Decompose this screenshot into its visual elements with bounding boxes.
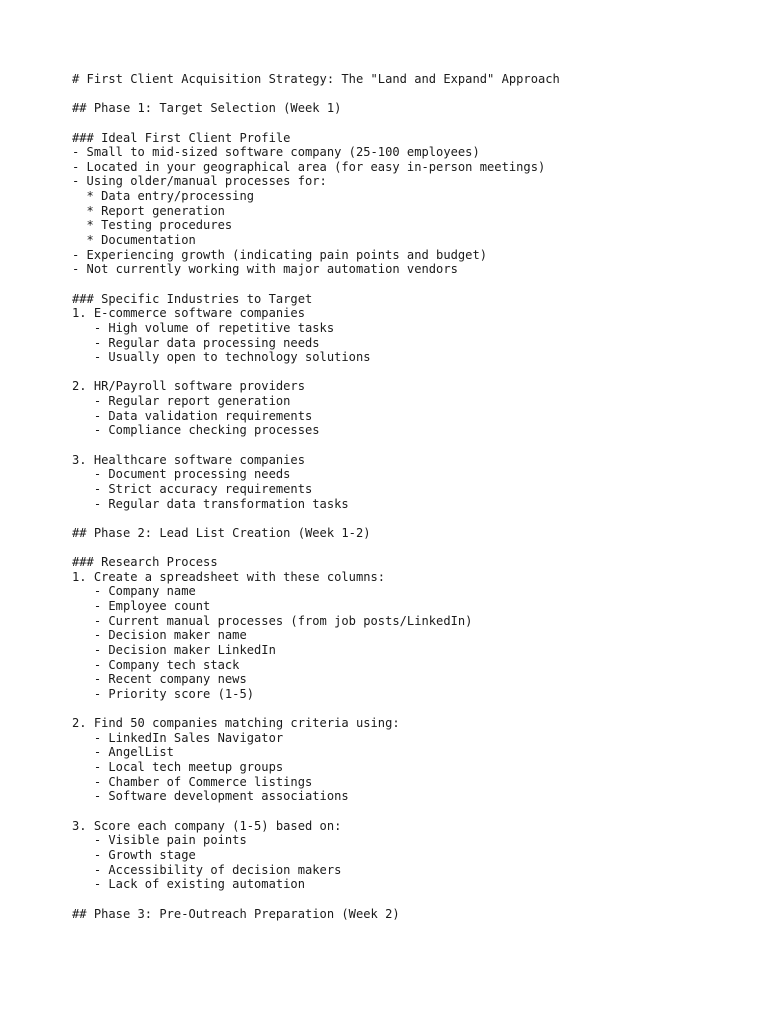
text-line: - Small to mid-sized software company (25-100 employees): [72, 145, 480, 160]
text-line: ## Phase 3: Pre-Outreach Preparation (Week 2): [72, 906, 400, 921]
text-line: ### Specific Industries to Target: [72, 291, 313, 306]
text-line: - Located in your geographical area (for easy in-person meetings): [72, 159, 546, 174]
text-line: [72, 804, 732, 819]
text-line: [72, 892, 732, 907]
text-line: - Decision maker name: [72, 628, 247, 643]
text-line: * Report generation: [72, 203, 225, 218]
text-line: ### Research Process: [72, 555, 218, 570]
text-line: - Usually open to technology solutions: [72, 350, 371, 365]
text-line: [72, 87, 732, 102]
text-line: - AngelList: [72, 745, 174, 760]
text-line: [72, 511, 732, 526]
text-line: - High volume of repetitive tasks: [72, 320, 335, 335]
text-line: - Visible pain points: [72, 833, 247, 848]
text-line: 2. HR/Payroll software providers: [72, 379, 305, 394]
text-line: - Company name: [72, 584, 196, 599]
text-line: - Compliance checking processes: [72, 423, 320, 438]
text-line: - Recent company news: [72, 672, 247, 687]
text-line: - Priority score (1-5): [72, 686, 255, 701]
text-line: * Data entry/processing: [72, 189, 255, 204]
text-line: - Employee count: [72, 599, 211, 614]
text-line: [72, 116, 732, 131]
text-line: - Current manual processes (from job posts/LinkedIn): [72, 613, 473, 628]
document-page: [72, 72, 732, 921]
text-line: - Document processing needs: [72, 467, 291, 482]
text-line: - Chamber of Commerce listings: [72, 774, 313, 789]
text-line: * Documentation: [72, 233, 196, 248]
text-line: - Data validation requirements: [72, 408, 313, 423]
text-line: [72, 365, 732, 380]
text-line: - Regular data processing needs: [72, 335, 320, 350]
text-line: - Experiencing growth (indicating pain points and budget): [72, 247, 488, 262]
text-line: 1. E-commerce software companies: [72, 306, 305, 321]
text-line: [72, 702, 732, 717]
text-line: - Using older/manual processes for:: [72, 174, 327, 189]
text-line: 2. Find 50 companies matching criteria using:: [72, 716, 400, 731]
text-line: - LinkedIn Sales Navigator: [72, 730, 284, 745]
text-line: - Regular data transformation tasks: [72, 496, 349, 511]
text-line: - Not currently working with major automation vendors: [72, 262, 458, 277]
text-line: - Strict accuracy requirements: [72, 481, 313, 496]
text-line: ## Phase 1: Target Selection (Week 1): [72, 101, 342, 116]
text-line: # First Client Acquisition Strategy: The "Land and Expand" Approach: [72, 72, 560, 86]
text-line: - Growth stage: [72, 847, 196, 862]
text-line: - Company tech stack: [72, 657, 240, 672]
text-line: - Regular report generation: [72, 394, 291, 409]
text-line: - Lack of existing automation: [72, 877, 305, 892]
text-line: - Software development associations: [72, 789, 349, 804]
text-line: * Testing procedures: [72, 218, 233, 233]
text-line: [72, 541, 732, 556]
text-line: ### Ideal First Client Profile: [72, 130, 291, 145]
text-line: - Accessibility of decision makers: [72, 862, 342, 877]
text-line: 3. Score each company (1-5) based on:: [72, 818, 342, 833]
text-line: 3. Healthcare software companies: [72, 452, 305, 467]
text-line: 1. Create a spreadsheet with these columns:: [72, 569, 386, 584]
text-line: [72, 277, 732, 292]
text-line: - Decision maker LinkedIn: [72, 642, 276, 657]
text-line: ## Phase 2: Lead List Creation (Week 1-2): [72, 525, 371, 540]
text-line: - Local tech meetup groups: [72, 760, 284, 775]
text-line: [72, 438, 732, 453]
